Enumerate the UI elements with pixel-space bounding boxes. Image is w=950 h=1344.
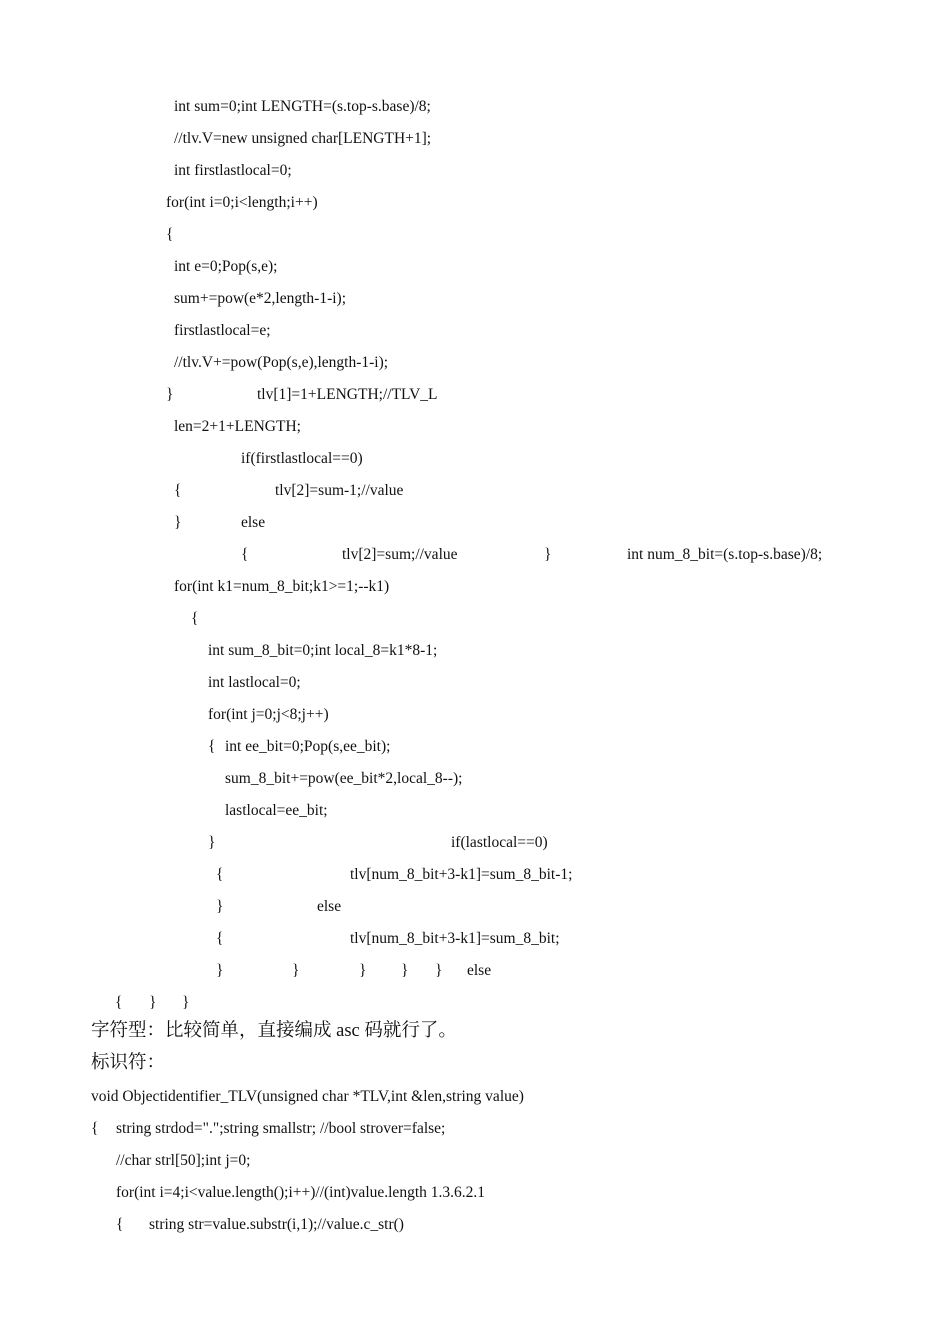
- code-line: {: [116, 1216, 124, 1233]
- code-line: if(lastlocal==0): [451, 834, 548, 851]
- code-line: {: [166, 226, 174, 243]
- code-line: tlv[num_8_bit+3-k1]=sum_8_bit;: [350, 930, 560, 947]
- code-line: tlv[1]=1+LENGTH;//TLV_L: [257, 386, 438, 403]
- code-line: }: [435, 962, 443, 979]
- code-line: //tlv.V+=pow(Pop(s,e),length-1-i);: [174, 354, 389, 371]
- code-line: int ee_bit=0;Pop(s,ee_bit);: [225, 738, 391, 755]
- code-line: else: [241, 514, 266, 531]
- code-line: len=2+1+LENGTH;: [174, 418, 301, 435]
- paragraph-string-type: 字符型：比较简单，直接编成 asc 码就行了。: [91, 1021, 457, 1041]
- code-line: void Objectidentifier_TLV(unsigned char *TLV,int &len,string value): [91, 1088, 524, 1105]
- code-line: if(firstlastlocal==0): [241, 450, 363, 467]
- code-line: else: [467, 962, 492, 979]
- code-line: {: [216, 866, 224, 883]
- code-line: }: [544, 546, 552, 563]
- code-line: for(int i=4;i<value.length();i++)//(int)value.length 1.3.6.2.1: [116, 1184, 485, 1201]
- heading-identifier: 标识符：: [91, 1053, 166, 1073]
- code-line: int sum_8_bit=0;int local_8=k1*8-1;: [208, 642, 438, 659]
- code-line: int firstlastlocal=0;: [174, 162, 292, 179]
- code-line: }: [208, 834, 216, 851]
- code-line: }: [149, 994, 157, 1011]
- code-line: //char strl[50];int j=0;: [116, 1152, 251, 1169]
- code-line: for(int i=0;i<length;i++): [166, 194, 318, 211]
- code-line: int sum=0;int LENGTH=(s.top-s.base)/8;: [174, 98, 431, 115]
- code-line: string strdod=".";string smallstr; //bool strover=false;: [116, 1120, 446, 1137]
- code-line: int num_8_bit=(s.top-s.base)/8;: [627, 546, 823, 563]
- code-line: {: [241, 546, 249, 563]
- code-line: {: [115, 994, 123, 1011]
- code-line: int e=0;Pop(s,e);: [174, 258, 278, 275]
- code-line: else: [317, 898, 342, 915]
- code-line: }: [292, 962, 300, 979]
- code-line: }: [174, 514, 182, 531]
- code-line: firstlastlocal=e;: [174, 322, 271, 339]
- code-line: }: [401, 962, 409, 979]
- code-line: tlv[num_8_bit+3-k1]=sum_8_bit-1;: [350, 866, 573, 883]
- code-line: }: [166, 386, 174, 403]
- code-line: }: [216, 962, 224, 979]
- code-line: {: [91, 1120, 99, 1137]
- code-line: {: [174, 482, 182, 499]
- code-line: for(int j=0;j<8;j++): [208, 706, 329, 723]
- code-line: tlv[2]=sum;//value: [342, 546, 458, 563]
- code-line: lastlocal=ee_bit;: [225, 802, 328, 819]
- code-line: }: [216, 898, 224, 915]
- code-line: sum+=pow(e*2,length-1-i);: [174, 290, 347, 307]
- code-line: for(int k1=num_8_bit;k1>=1;--k1): [174, 578, 390, 595]
- code-line: sum_8_bit+=pow(ee_bit*2,local_8--);: [225, 770, 463, 787]
- code-line: }: [359, 962, 367, 979]
- code-line: tlv[2]=sum-1;//value: [275, 482, 404, 499]
- code-line: {: [216, 930, 224, 947]
- code-line: int lastlocal=0;: [208, 674, 301, 691]
- code-line: string str=value.substr(i,1);//value.c_str(): [149, 1216, 404, 1233]
- code-line: }: [182, 994, 190, 1011]
- code-line: //tlv.V=new unsigned char[LENGTH+1];: [174, 130, 432, 147]
- code-line: {: [208, 738, 216, 755]
- code-line: {: [191, 610, 199, 627]
